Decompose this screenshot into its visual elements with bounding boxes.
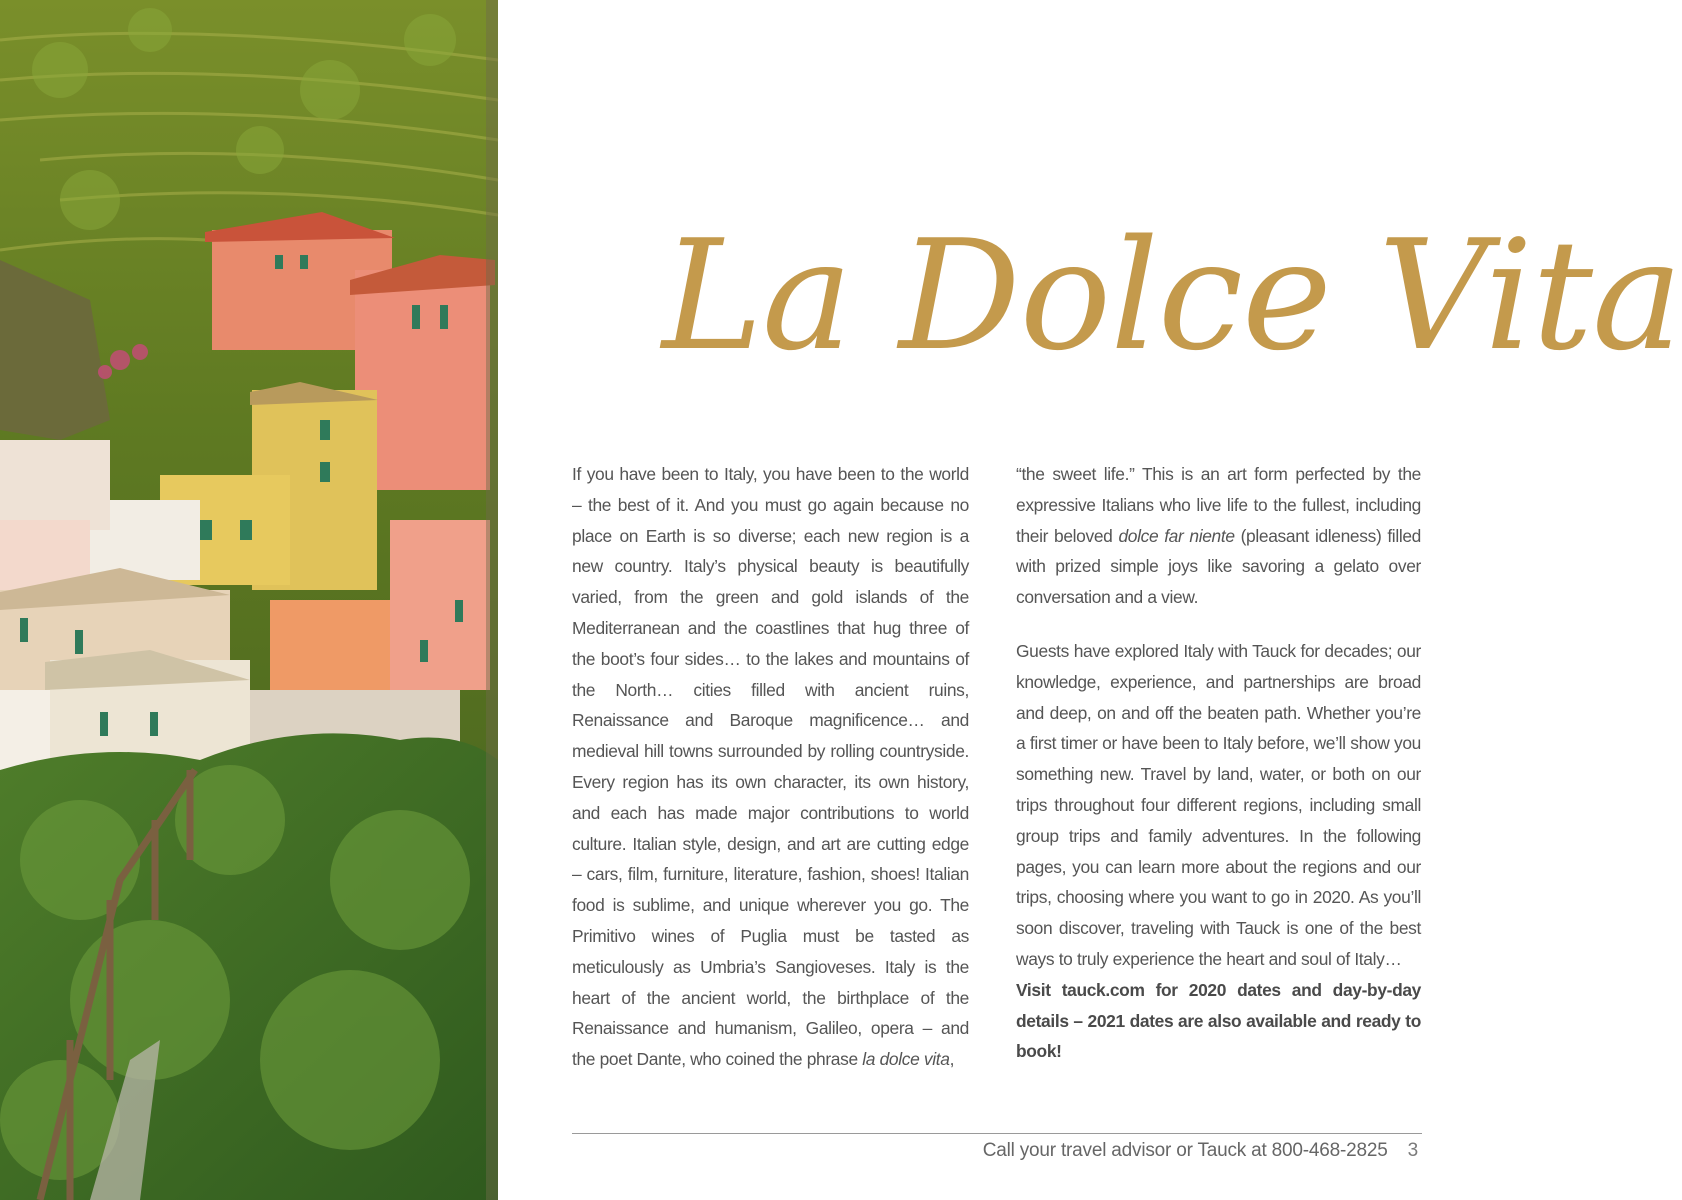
intro-text: If you have been to Italy, you have been to the world – the best of it. And you must go again because no place on Earth is so diverse; each new region is a new country. Italy’s physical beauty is beautifully varied, from the green and gold islands of the Mediterranean and the coastlines that hug three of the boot’s four sides… to the lakes and mountains of the North… cities filled with ancient ruins, Renaissance and Baroque magnificence… and medieval hill towns surrounded by rolling countryside. Every region has its own character, its own history, and each has made major contributions to world culture. Italian style, design, and art are cutting edge – cars, film, furniture, literature, fashion, shoes! Italian food is sublime, and unique wherever you go. The Primitivo wines of Puglia must be tasted as meticulously as Umbria’s Sangioveses. Italy is the heart of the ancient world, the birthplace of the Renaissance and humanism, Galileo, opera – and the poet Dante, who coined the phrase xyxy=(572,464,969,1070)
italic-phrase: la dolce vita xyxy=(862,1049,950,1070)
body-column-right xyxy=(1016,459,1421,1067)
continuation-paragraph xyxy=(1016,459,1421,613)
continuation-text: “the sweet life.” This is an art form perfected by the expressive Italians who live life to the fullest, including their beloved xyxy=(1016,464,1421,546)
page-number: 3 xyxy=(1407,1140,1418,1161)
guests-paragraph: Guests have explored Italy with Tauck for decades; our knowledge, experience, and partnerships are broad and deep, on and off the beaten path. Whether you’re a first timer or have been to Italy before, we’ll show you something new. Travel by land, water, or both on our trips throughout four different regions, including small group trips and family adventures. In the following pages, you can learn more about the regions and our trips, choosing where you want to go in 2020. As you’ll soon discover, traveling with Tauck is one of the best ways to truly experience the heart and soul of Italy… xyxy=(1016,640,1421,969)
continuation-text-end: (pleasant idleness) filled with prized simple joys like savoring a gelato over conversation and a view. xyxy=(1016,525,1421,608)
page-footer xyxy=(983,1140,1418,1162)
cinque-terre-photo xyxy=(0,0,498,1200)
call-to-action: Visit tauck.com for 2020 dates and day-by-day details – 2021 dates are also available and ready to book! xyxy=(1016,979,1421,1062)
intro-text-end: , xyxy=(949,1049,955,1070)
italic-phrase: dolce far niente xyxy=(1118,525,1235,546)
body-column-left xyxy=(572,459,969,1075)
intro-paragraph xyxy=(572,459,969,1075)
footer-rule xyxy=(572,1133,1422,1134)
footer-contact: Call your travel advisor or Tauck at 800-468-2825 xyxy=(982,1140,1388,1161)
page-title: La Dolce Vita xyxy=(662,207,1682,384)
